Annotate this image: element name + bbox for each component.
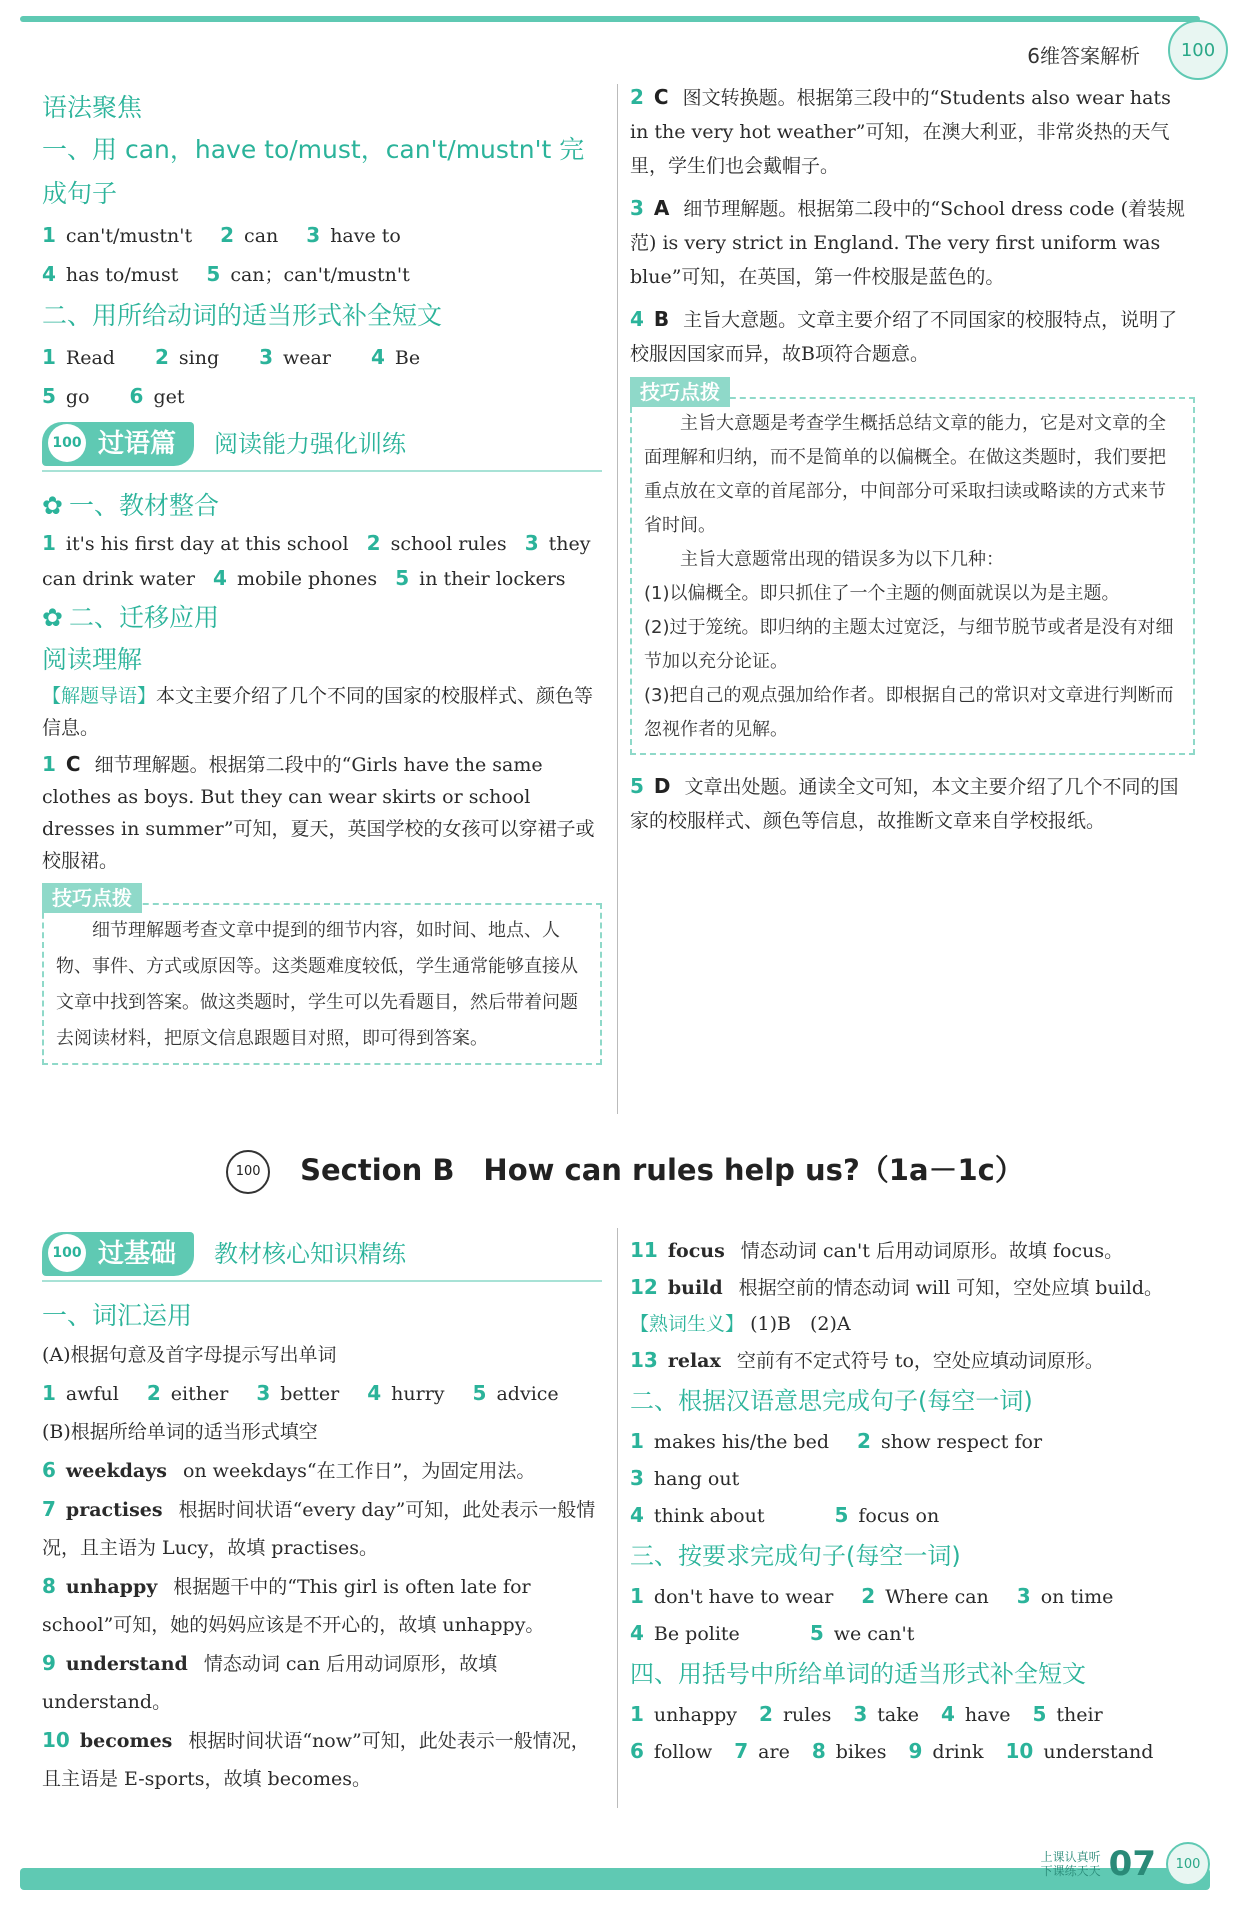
p2-row1: 1 makes his/the bed 2 show respect for 3 hang out — [630, 1429, 1043, 1490]
p3-row2: 4 Be polite 5 we can't — [630, 1621, 915, 1645]
reading-banner — [42, 422, 602, 466]
tip-box-left — [42, 886, 602, 1065]
answer: can't/mustn't — [65, 225, 193, 247]
banner-subtitle: 阅读能力强化训练 — [214, 430, 407, 458]
answer: Be — [394, 347, 421, 369]
mascot-icon: 100 — [1168, 20, 1228, 80]
bottom-bar — [20, 1868, 1210, 1890]
section-title: 100 Section B How can rules help us?（1a－1c） — [0, 1148, 1250, 1194]
p2-title: 二、根据汉语意思完成句子(每空一词) — [630, 1387, 1033, 1415]
tip-p2: 主旨大意题常出现的错误多为以下几种： — [680, 549, 1004, 570]
mascot-icon: 100 — [48, 1234, 86, 1272]
p3-title: 三、按要求完成句子(每空一词) — [630, 1542, 961, 1570]
tip-box-right — [630, 380, 1195, 755]
part2-row1: 1 Read 2 sing 3 wear 4 Be — [42, 345, 421, 369]
q6: 6 weekdays on weekdays“在工作日”，为固定用法。 — [42, 1458, 536, 1482]
column-divider-top — [617, 84, 618, 1114]
tip-p1: 主旨大意题是考查学生概括总结文章的能力，它是对文章的全面理解和归纳，而不是简单的以偏概全。在做这类题时，我们要把重点放在文章的首尾部分，中间部分可采取扫读或略读的方式来节省时间。 — [644, 413, 1166, 536]
shuci: 【熟词生义】 (1)B (2)A — [630, 1313, 851, 1335]
answer: Read — [65, 347, 115, 369]
answer: have to — [330, 225, 401, 247]
answer: sing — [178, 347, 220, 369]
q5-paragraph: 5 D 文章出处题。通读全文可知，本文主要介绍了几个不同的国家的校服样式、颜色等信息，故推断文章来自学校报纸。 — [630, 774, 1179, 832]
top-bar — [20, 16, 1200, 22]
left-top-column — [42, 88, 602, 1065]
column-divider-bottom — [617, 1228, 618, 1808]
mascot-icon: 100 — [48, 424, 86, 462]
a-title: (A)根据句意及首字母提示写出单词 — [42, 1344, 337, 1366]
guide-label: 【解题导语】 — [42, 685, 157, 707]
tip-p4: (2)过于笼统。即归纳的主题太过宽泛，与细节脱节或者是没有对细节加以充分论证。 — [644, 617, 1174, 672]
q13: 13 relax 空前有不定式符号 to，空处应填动词原形。 — [630, 1348, 1104, 1372]
q8: 8 unhappy 根据题干中的“This girl is often late for school”可知，她的妈妈应该是不开心的，故填 unhappy。 — [42, 1574, 545, 1636]
p4-title: 四、用括号中所给单词的适当形式补全短文 — [630, 1660, 1086, 1688]
grammar-title: 语法聚焦 — [42, 93, 143, 122]
page-number: 07 — [1108, 1844, 1156, 1884]
sec2-title: ✿ 二、迁移应用 — [42, 603, 219, 632]
banner-underline — [42, 470, 602, 472]
p2-row2: 4 think about 5 focus on — [630, 1503, 940, 1527]
right-top-column — [630, 80, 1195, 838]
mascot-icon: 100 — [1166, 1842, 1210, 1886]
answer: has to/must — [65, 264, 179, 286]
answer: wear — [283, 347, 331, 369]
part2-row2: 5 go 6 get — [42, 384, 185, 408]
answer: get — [153, 386, 185, 408]
reading-title: 阅读理解 — [42, 645, 143, 674]
slogan: 上课认真听 下课练天天 — [1040, 1850, 1101, 1878]
star-icon: ✿ — [42, 603, 63, 632]
answer: can — [244, 225, 279, 247]
left-bottom-column — [42, 1232, 602, 1798]
b-title: (B)根据所给单词的适当形式填空 — [42, 1421, 318, 1443]
page-number-box — [1041, 1842, 1210, 1886]
guide-paragraph: 【解题导语】本文主要介绍了几个不同的国家的校服样式、颜色等信息。 — [42, 685, 594, 739]
sec1-title: ✿ 一、教材整合 — [42, 491, 219, 520]
sec1-answers: 1 it's his first day at this school 2 school rules 3 they can drink water 4 mobile phones 5 in their lockers — [42, 531, 591, 590]
q12: 12 build 根据空前的情态动词 will 可知，空处应填 build。 — [630, 1275, 1164, 1299]
tip-p3: (1)以偏概全。即只抓住了一个主题的侧面就误以为是主题。 — [644, 583, 1120, 604]
star-icon: ✿ — [42, 491, 63, 520]
q11: 11 focus 情态动词 can't 后用动词原形。故填 focus。 — [630, 1238, 1124, 1262]
vocab-title: 一、词汇运用 — [42, 1301, 193, 1330]
tip-label: 技巧点拨 — [630, 377, 730, 407]
right-bottom-column — [630, 1232, 1195, 1770]
q10: 10 becomes 根据时间状语“now”可知，此处表示一般情况，且主语是 E-sports，故填 becomes。 — [42, 1728, 590, 1790]
q2-paragraph: 2 C 图文转换题。根据第三段中的“Students also wear hats in the very hot weather”可知，在澳大利亚，非常炎热的天气里，学生们也会戴帽子。 — [630, 85, 1171, 177]
p3-row1: 1 don't have to wear 2 Where can 3 on time — [630, 1584, 1114, 1608]
q4-paragraph: 4 B 主旨大意题。文章主要介绍了不同国家的校服特点，说明了校服因国家而异，故B项符合题意。 — [630, 307, 1178, 365]
tip-text: 细节理解题考查文章中提到的细节内容，如时间、地点、人物、事件、方式或原因等。这类题难度较低，学生通常能够直接从文章中找到答案。做这类题时，学生可以先看题目，然后带着问题去阅读材料，把原文信息跟题目对照，即可得到答案。 — [56, 920, 578, 1049]
tip-p5: (3)把自己的观点强加给作者。即根据自己的常识对文章进行判断而忽视作者的见解。 — [644, 685, 1174, 740]
answer: can；can't/mustn't — [230, 264, 410, 286]
banner-subtitle: 教材核心知识精练 — [214, 1240, 407, 1268]
part1-row1: 1 can't/mustn't 2 can 3 have to — [42, 223, 401, 247]
p4-row1: 1 unhappy 2 rules 3 take 4 have 5 their — [630, 1702, 1103, 1726]
mascot-icon: 100 — [226, 1150, 270, 1194]
banner-tag: 过语篇 — [98, 429, 177, 459]
q3-paragraph: 3 A 细节理解题。根据第二段中的“School dress code (着装规范) is very strict in England. The very first uniform was blue”可知，在英国，第一件校服是蓝色的。 — [630, 196, 1185, 288]
answer: go — [65, 386, 90, 408]
part2-title: 二、用所给动词的适当形式补全短文 — [42, 301, 443, 330]
basics-banner — [42, 1232, 602, 1276]
a-answers: 1 awful 2 either 3 better 4 hurry 5 advice — [42, 1381, 559, 1405]
part1-row2: 4 has to/must 5 can；can't/mustn't — [42, 262, 410, 286]
banner-tag: 过基础 — [98, 1239, 177, 1269]
q1-paragraph: 1 C 细节理解题。根据第二段中的“Girls have the same clothes as boys. But they can wear skirts or school dresses in summer”可知，夏天，英国学校的女孩可以穿裙子或校服裙。 — [42, 752, 595, 872]
q7: 7 practises 根据时间状语“every day”可知，此处表示一般情况，且主语为 Lucy，故填 practises。 — [42, 1497, 596, 1559]
part1-title: 一、用 can，have to/must，can't/mustn't 完成句子 — [42, 135, 585, 208]
banner-underline — [42, 1280, 602, 1282]
p4-row2: 6 follow 7 are 8 bikes 9 drink 10 understand — [630, 1739, 1154, 1763]
header-label: 6维答案解析 — [1027, 44, 1140, 68]
q9: 9 understand 情态动词 can 后用动词原形，故填 understand。 — [42, 1651, 498, 1713]
tip-label: 技巧点拨 — [42, 883, 142, 913]
